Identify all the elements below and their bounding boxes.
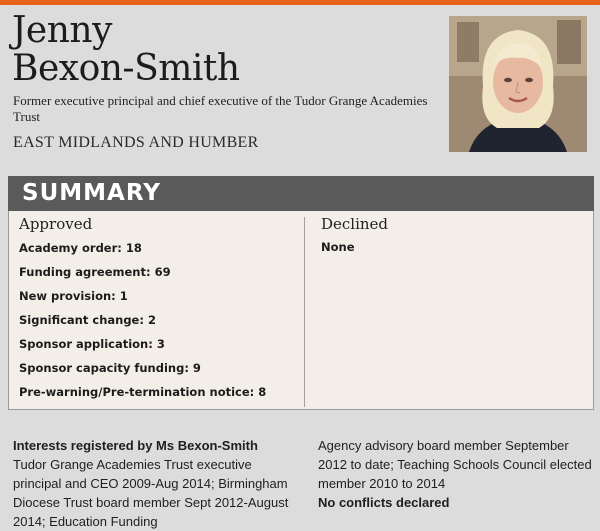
column-divider <box>304 217 305 407</box>
approved-item-pre-warning: Pre-warning/Pre-termination notice: 8 <box>19 385 267 399</box>
summary-panel <box>8 211 594 410</box>
name-last: Bexon-Smith <box>12 48 240 89</box>
interests-heading: Interests registered by Ms Bexon-Smith <box>13 438 258 453</box>
approved-item-academy-order: Academy order: 18 <box>19 241 142 255</box>
portrait-photo-icon <box>449 16 587 152</box>
accent-bar <box>0 0 600 5</box>
interests-text-left: Tudor Grange Academies Trust executive principal and CEO 2009-Aug 2014; Birmingham Diocese Trust board member Sept 2012-August 2014; Education Funding <box>13 457 289 529</box>
profile-region: EAST MIDLANDS AND HUMBER <box>13 134 259 151</box>
approved-heading: Approved <box>19 215 93 233</box>
approved-item-funding-agreement: Funding agreement: 69 <box>19 265 171 279</box>
profile-role: Former executive principal and chief executive of the Tudor Grange Academies Trust <box>13 93 428 124</box>
summary-header <box>8 176 594 211</box>
interests-right-column <box>318 436 598 512</box>
declined-heading: Declined <box>321 215 389 233</box>
interests-text-right: Agency advisory board member September 2012 to date; Teaching Schools Council elected member 2010 to 2014 <box>318 438 592 491</box>
approved-item-sponsor-application: Sponsor application: 3 <box>19 337 165 351</box>
portrait-photo <box>449 16 587 152</box>
summary-title: SUMMARY <box>22 180 161 206</box>
declined-value: None <box>321 240 355 254</box>
profile-name <box>12 12 432 88</box>
approved-item-new-provision: New provision: 1 <box>19 289 128 303</box>
interests-left-column <box>13 436 295 531</box>
name-first: Jenny <box>12 10 112 51</box>
approved-item-significant-change: Significant change: 2 <box>19 313 156 327</box>
conflicts-statement: No conflicts declared <box>318 495 450 510</box>
approved-list <box>19 240 299 408</box>
approved-item-sponsor-capacity-funding: Sponsor capacity funding: 9 <box>19 361 201 375</box>
